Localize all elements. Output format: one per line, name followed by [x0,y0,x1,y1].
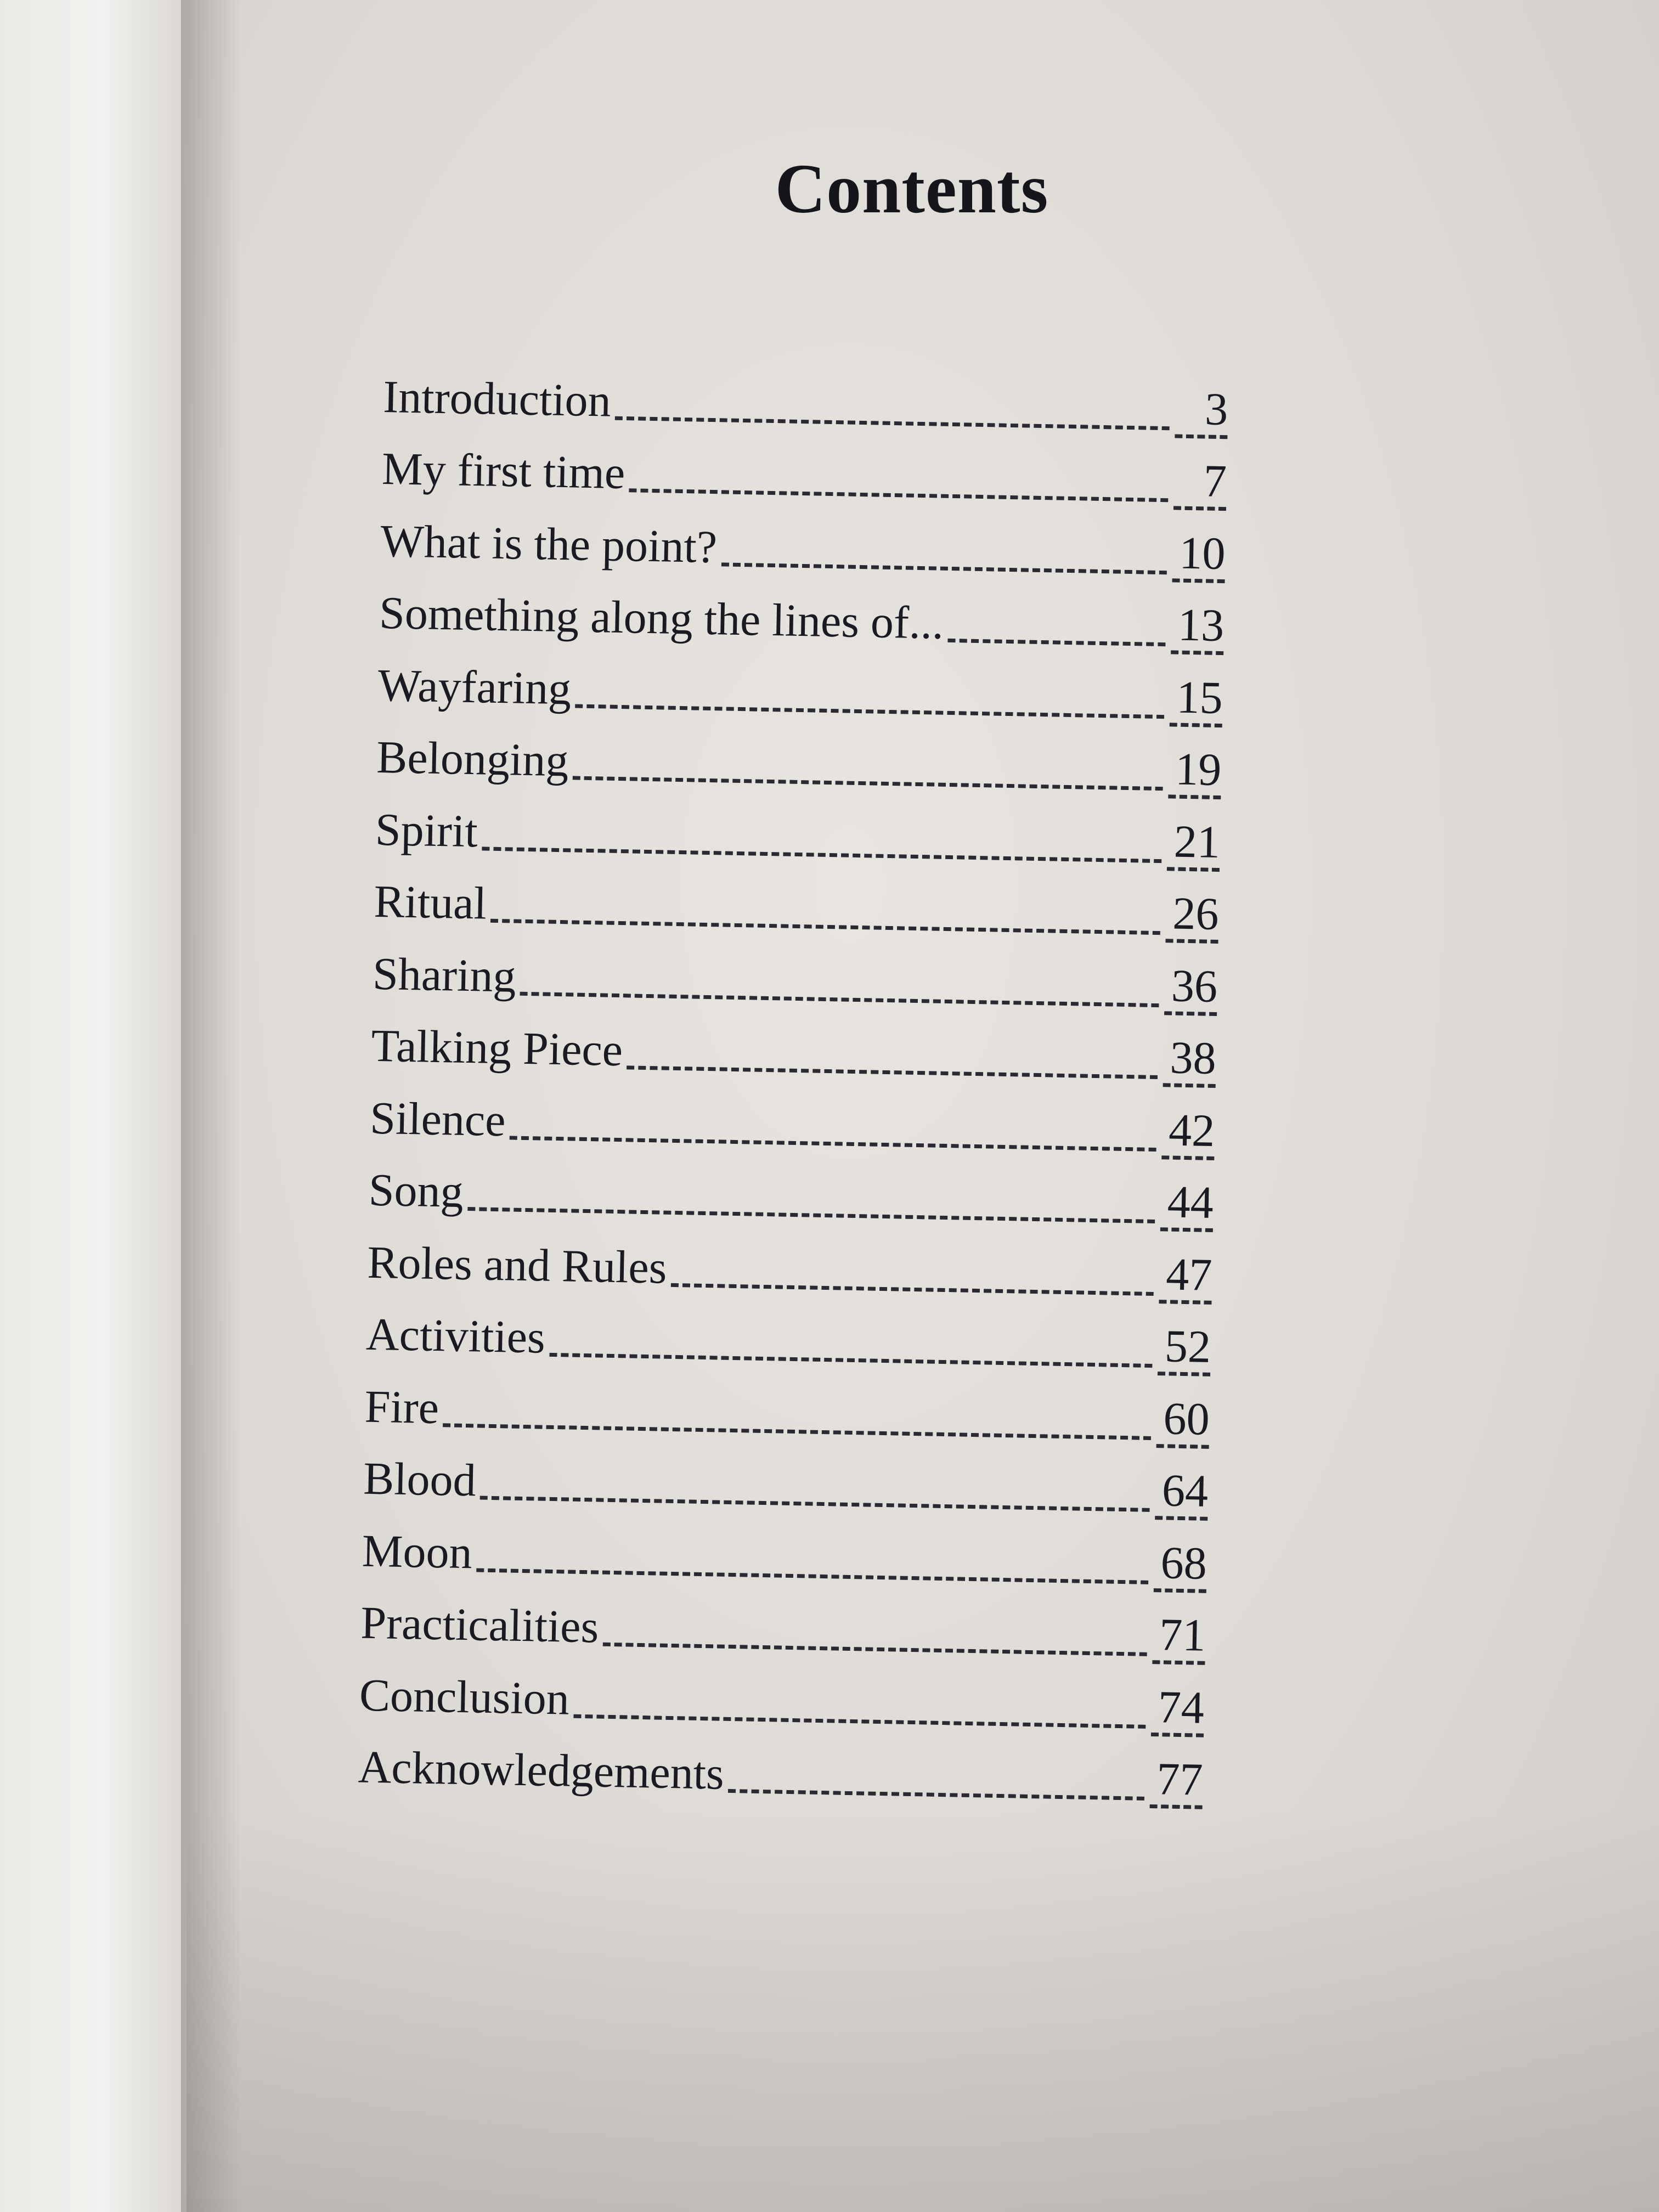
toc-entry-label: Acknowledgements [357,1741,725,1799]
dot-leader [627,1065,1158,1079]
toc-entry-label: Song [368,1164,464,1217]
toc-entry-page-number: 71 [1152,1612,1206,1665]
dot-leader [615,416,1170,430]
table-of-contents [358,351,1229,1809]
toc-entry-page-number: 77 [1150,1756,1204,1809]
toc-entry [360,1577,1206,1665]
toc-entry-page-number: 68 [1154,1540,1207,1593]
toc-entry-label: Silence [369,1092,506,1146]
toc-entry [367,1217,1213,1305]
page-title: Contents [775,149,1049,228]
toc-entry-label: Fire [364,1381,439,1434]
dot-leader [575,704,1165,719]
dot-leader [947,639,1165,646]
toc-entry-label: Blood [363,1453,477,1506]
toc-entry-label: My first time [381,443,626,499]
toc-entry-page-number: 60 [1156,1396,1210,1449]
toc-entry-page-number: 21 [1167,819,1221,872]
toc-entry-label: Ritual [373,876,487,929]
dot-leader [603,1643,1147,1656]
toc-entry-label: Roles and Rules [366,1237,668,1294]
toc-entry [371,1000,1217,1088]
toc-entry [383,351,1229,439]
toc-entry-page-number: 52 [1158,1323,1211,1376]
toc-entry [376,712,1222,799]
toc-entry-page-number: 13 [1171,602,1224,655]
toc-entry-label: Talking Piece [370,1020,623,1076]
dot-leader [573,776,1163,791]
toc-entry-label: Something along the lines of... [379,587,944,649]
toc-entry [358,1722,1204,1809]
toc-entry-page-number: 26 [1165,890,1219,944]
toc-entry-label: What is the point? [380,515,718,573]
toc-entry-page-number: 15 [1170,674,1223,727]
toc-entry-page-number: 38 [1163,1035,1217,1088]
toc-entry-page-number: 44 [1160,1179,1214,1232]
toc-entry-page-number: 64 [1155,1468,1209,1521]
toc-entry-page-number: 36 [1164,963,1218,1016]
toc-entry-label: Sharing [372,948,517,1002]
dot-leader [573,1714,1146,1728]
toc-entry-page-number: 42 [1161,1107,1215,1160]
toc-entry-label: Moon [362,1525,473,1578]
dot-leader [728,1789,1144,1801]
dot-leader [629,488,1169,502]
toc-entry-label: Spirit [375,804,478,857]
dot-leader [721,562,1166,574]
toc-entry-page-number: 7 [1173,458,1227,511]
toc-entry-label: Wayfaring [377,659,572,714]
toc-entry [377,640,1223,727]
toc-entry-page-number: 10 [1172,530,1226,583]
dot-leader [671,1283,1154,1295]
toc-entry-label: Practicalities [360,1597,600,1653]
facing-page [0,0,187,2212]
toc-entry-page-number: 3 [1175,386,1228,439]
toc-entry-label: Conclusion [359,1669,570,1725]
toc-entry-label: Introduction [382,371,612,427]
toc-entry-page-number: 74 [1151,1684,1205,1737]
toc-entry-page-number: 19 [1168,746,1222,799]
toc-entry-label: Belonging [376,731,569,787]
toc-entry-label: Activities [365,1308,546,1363]
toc-entry-page-number: 47 [1159,1251,1212,1305]
toc-entry [380,495,1226,583]
page-shadow [187,1810,1659,2212]
